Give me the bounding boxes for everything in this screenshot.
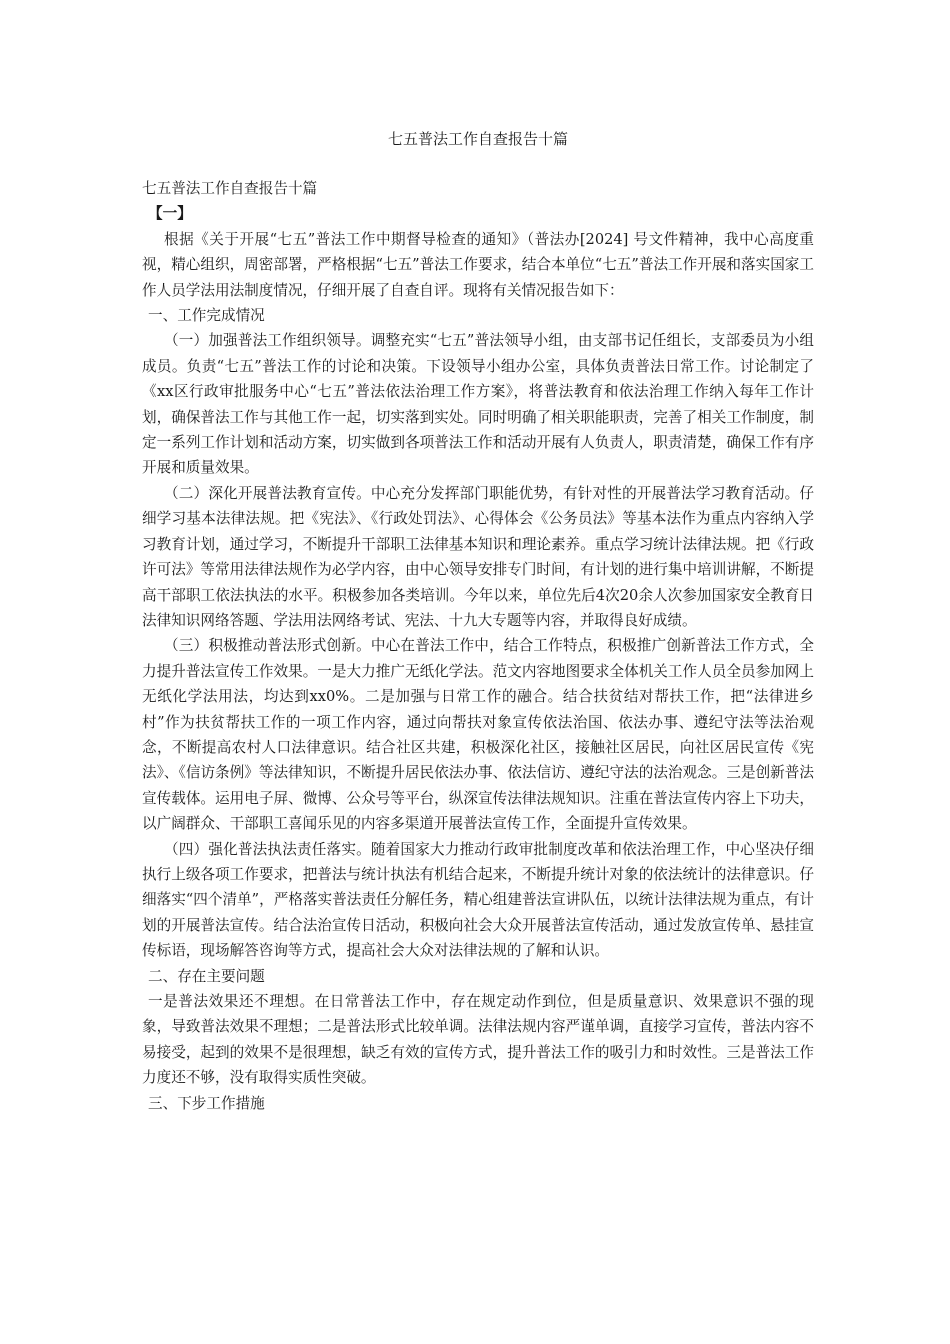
heading-next-steps: 三、下步工作措施 xyxy=(148,1094,265,1112)
paragraph-problems: 一是普法效果还不理想。在日常普法工作中，存在规定动作到位，但是质量意识、效果意识不强的现象，导致普法效果不理想；二是普法形式比较单调。法律法规内容严谨单调，直接学习宣传，普法内容不易接受，起到的效果不是很理想，缺乏有效的宣传方式，提升普法工作的吸引力和时效性。三是普法工作力度还不够，没有取得实质性突破。 xyxy=(142,993,814,1087)
paragraph-education: （二）深化开展普法教育宣传。中心充分发挥部门职能优势，有针对性的开展普法学习教育活动。仔细学习基本法律法规。把《宪法》、《行政处罚法》、心得体会《公务员法》等基本法作为重点内容纳入学习教育计划，通过学习，不断提升干部职工法律基本知识和理论素养。重点学习统计法律法规。把《行政许可法》等常用法律法规作为必学内容，由中心领导安排专门时间，有计划的进行集中培训讲解，不断提高干部职工依法执法的水平。积极参加各类培训。今年以来，单位先后4次20余人次参加国家安全教育日法律知识网络答题、学法用法网络考试、宪法、十九大专题等内容，并取得良好成绩。 xyxy=(142,484,814,629)
paragraph-responsibility: （四）强化普法执法责任落实。随着国家大力推动行政审批制度改革和依法治理工作，中心坚决仔细执行上级各项工作要求，把普法与统计执法有机结合起来，不断提升统计对象的依法统计的法律意识。仔细落实“四个清单”，严格落实普法责任分解任务，精心组建普法宣讲队伍，以统计法律法规为重点，有计划的开展普法宣传。结合法治宣传日活动，积极向社会大众开展普法宣传活动，通过发放宣传单、悬挂宣传标语，现场解答咨询等方式，提高社会大众对法律法规的了解和认识。 xyxy=(142,840,814,960)
heading-problems: 二、存在主要问题 xyxy=(148,967,265,985)
intro-paragraph: 根据《关于开展“七五”普法工作中期督导检查的通知》（普法办[2024] 号文件精神，我中心高度重视，精心组织，周密部署，严格根据“七五”普法工作要求，结合本单位“七五”普法工作开展和落实国家工作人员学法用法制度情况，仔细开展了自查自评。现将有关情况报告如下： xyxy=(142,230,814,299)
document-body xyxy=(142,176,814,1116)
paragraph-innovation: （三）积极推动普法形式创新。中心在普法工作中，结合工作特点，积极推广创新普法工作方式，全力提升普法宣传工作效果。一是大力推广无纸化学法。范文内容地图要求全体机关工作人员全员参加网上无纸化学法用法，均达到xx0%。二是加强与日常工作的融合。结合扶贫结对帮扶工作，把“法律进乡村”作为扶贫帮扶工作的一项工作内容，通过向帮扶对象宣传依法治国、依法办事、遵纪守法等法治观念，不断提高农村人口法律意识。结合社区共建，积极深化社区，接触社区居民，向社区居民宣传《宪法》、《信访条例》等法律知识，不断提升居民依法办事、依法信访、遵纪守法的法治观念。三是创新普法宣传载体。运用电子屏、微博、公众号等平台，纵深宣传法律法规知识。注重在普法宣传内容上下功夫，以广阔群众、干部职工喜闻乐见的内容多渠道开展普法宣传工作，全面提升宣传效果。 xyxy=(142,637,814,833)
document-subtitle: 七五普法工作自查报告十篇 xyxy=(142,180,318,197)
heading-work-completion: 一、工作完成情况 xyxy=(148,307,265,325)
section-marker: 【一】 xyxy=(148,205,192,223)
paragraph-organization: （一）加强普法工作组织领导。调整充实“七五”普法领导小组，由支部书记任组长，支部委员为小组成员。负责“七五”普法工作的讨论和决策。下设领导小组办公室，具体负责普法日常工作。讨论制定了《xx区行政审批服务中心“七五”普法依法治理工作方案》，将普法教育和依法治理工作纳入每年工作计划，确保普法工作与其他工作一起，切实落到实处。同时明确了相关职能职责，完善了相关工作制度，制定一系列工作计划和活动方案，切实做到各项普法工作和活动开展有人负责人，职责清楚，确保工作有序开展和质量效果。 xyxy=(142,332,814,477)
document-title: 七五普法工作自查报告十篇 xyxy=(387,130,568,148)
